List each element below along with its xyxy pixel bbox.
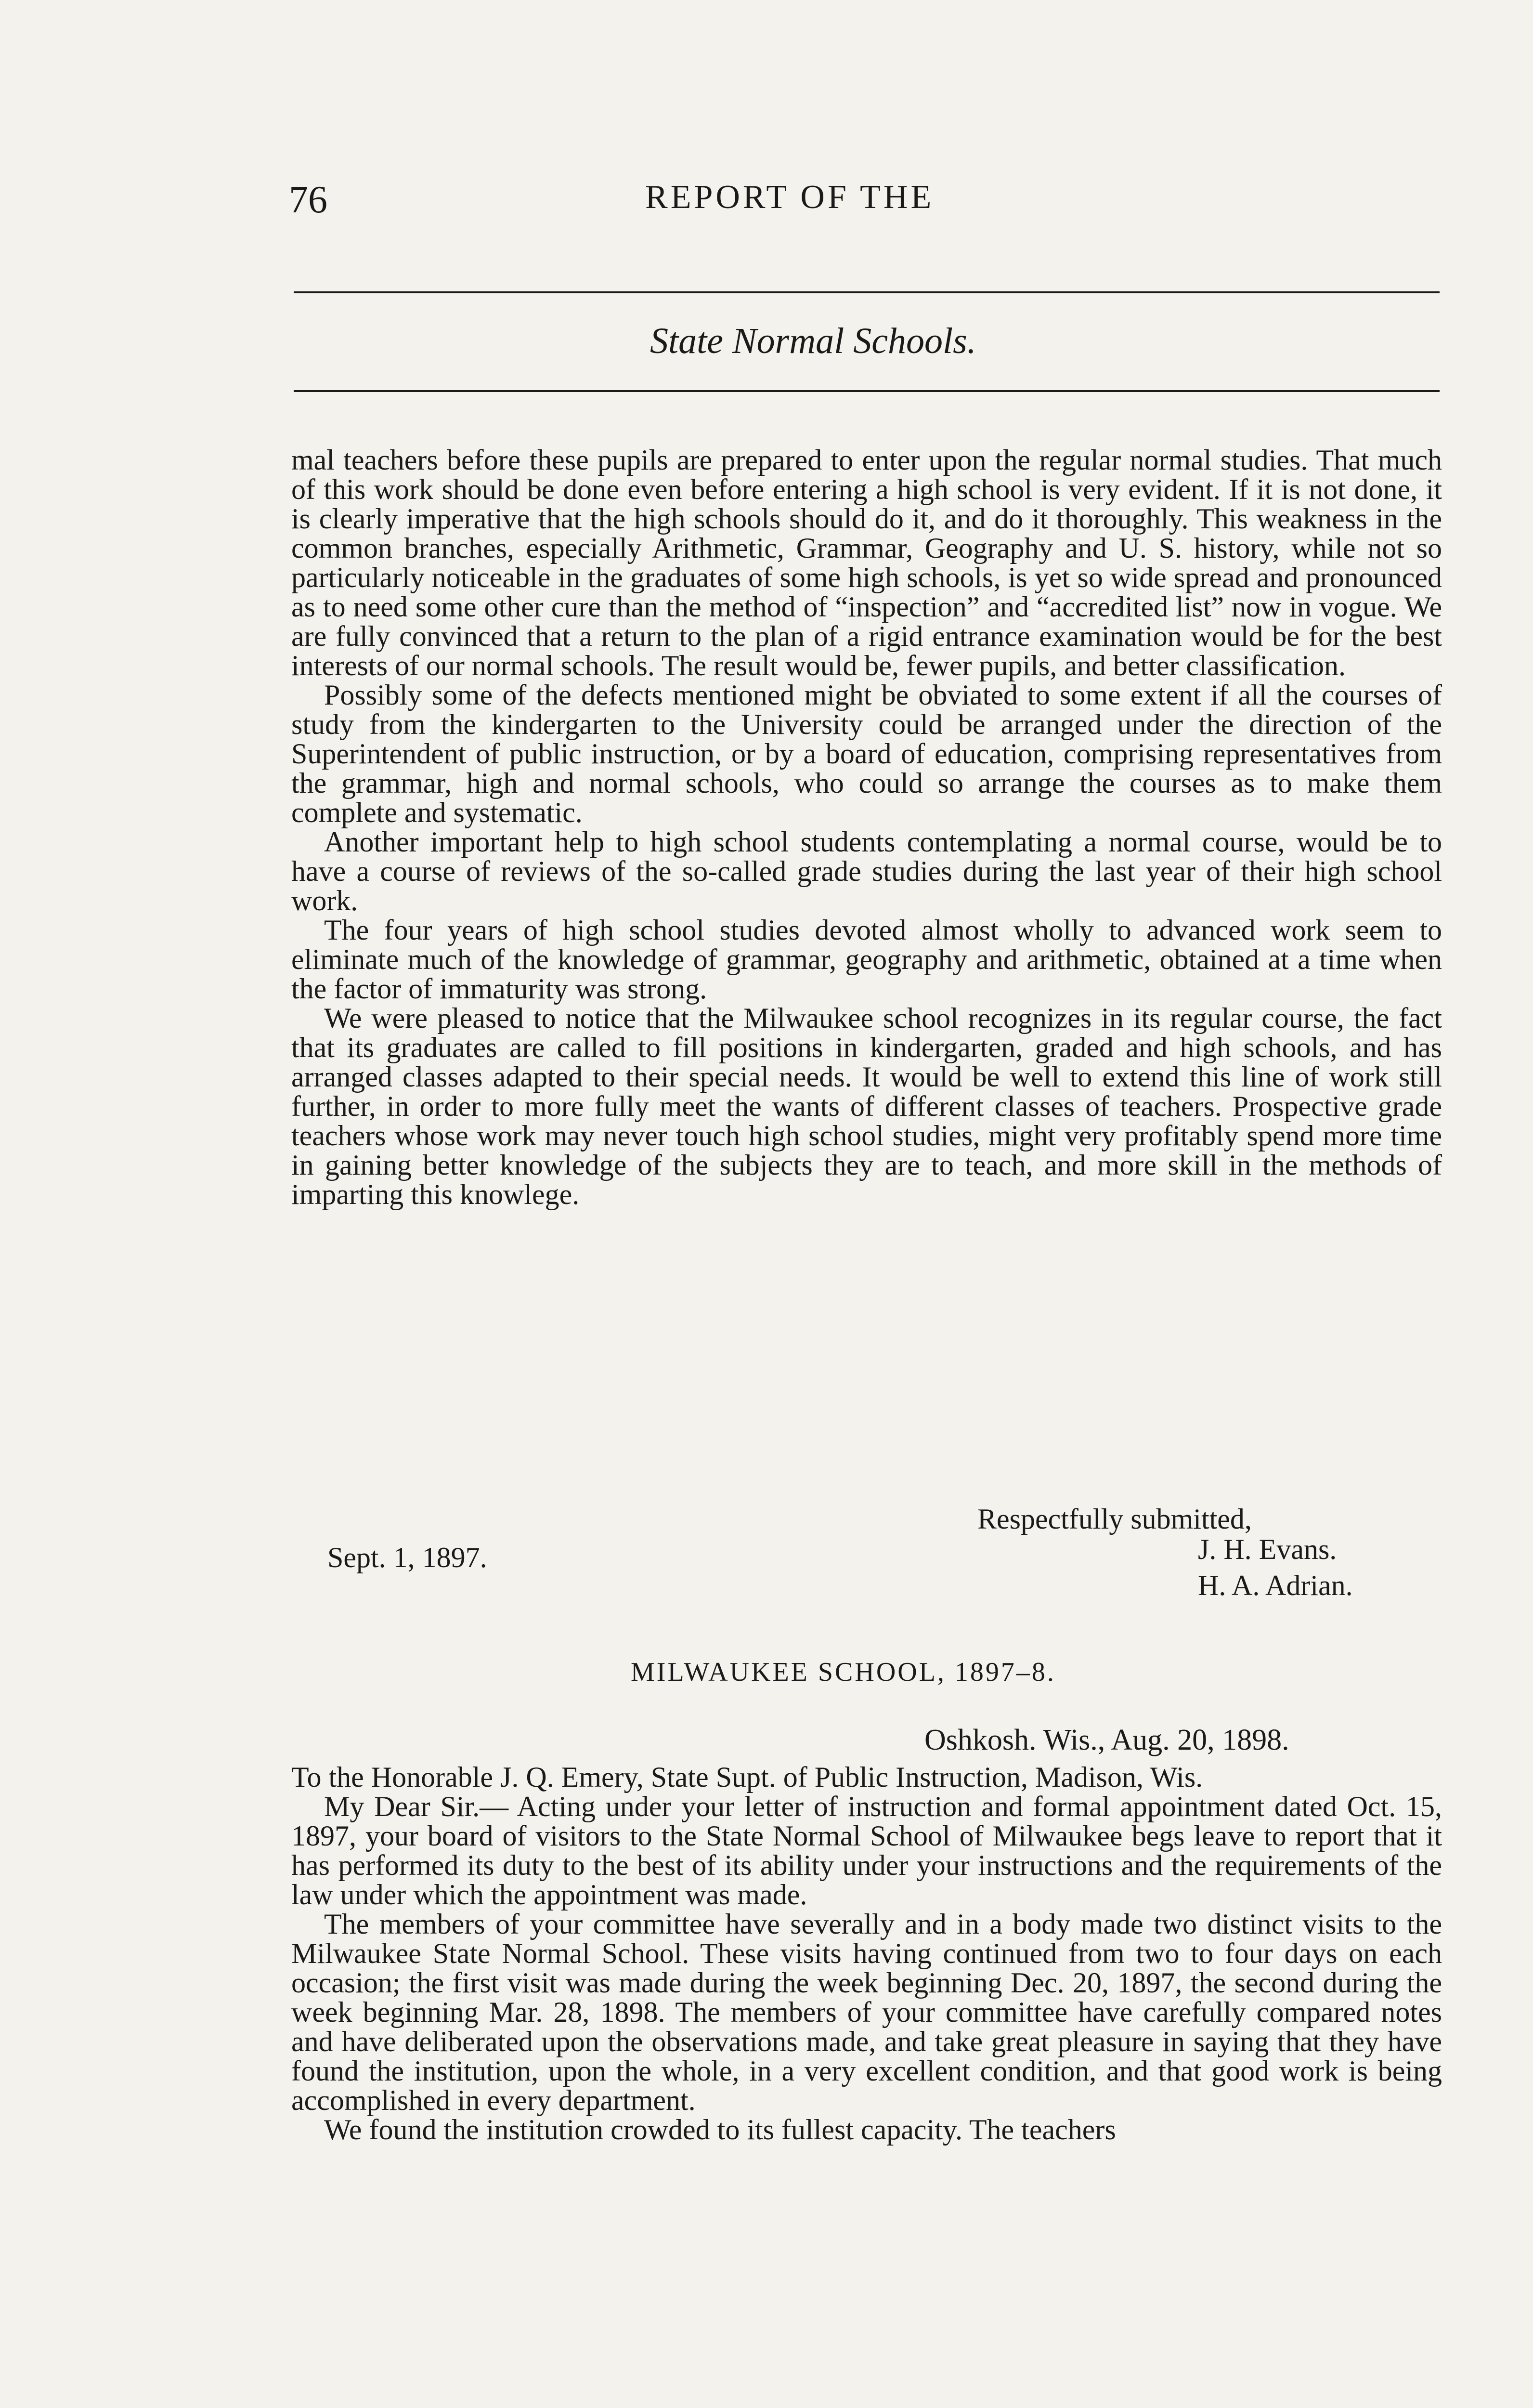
section-subheading: [631, 1657, 1056, 1688]
paragraph: We found the institution crowded to its fullest capacity. The teachers: [324, 2114, 1116, 2146]
letter-dateline: Oshkosh. Wis., Aug. 20, 1898.: [924, 1724, 1289, 1756]
paragraph: mal teachers before these pupils are prepared to enter upon the regular normal studies. That much of this work should be done even before entering a high school is very evident. If it is not done, it is clearly imperative that the high schools should do it, and do it thoroughly. This weakness in the common branches, especially Arithmetic, Grammar, Geography and U. S. history, while not so particularly noticeable in the graduates of some high schools, is yet so wide spread and pronounced as to need some other cure than the method of “inspection” and “accredited list” now in vogue. We are fully convinced that a return to the plan of a rigid entrance examination would be for the best interests of our normal schools. The result would be, fewer pupils, and better classification.: [291, 444, 1442, 681]
signer-name: H. A. Adrian.: [1198, 1570, 1353, 1601]
subheading-text: MILWAUKEE SCHOOL, 1897–8.: [631, 1657, 1056, 1687]
closing-line: Respectfully submitted,: [977, 1503, 1252, 1535]
signer-name: J. H. Evans.: [1198, 1533, 1337, 1565]
report-body-1898: [291, 1763, 1442, 2145]
report-date: Sept. 1, 1897.: [327, 1542, 487, 1573]
paragraph: Another important help to high school students contemplating a normal course, would be to have a course of reviews of the so-called grade studies during the last year of their high school work.: [291, 826, 1442, 916]
header-rule-bottom: [294, 390, 1440, 392]
page-number: 76: [289, 179, 327, 221]
letter-address: To the Honorable J. Q. Emery, State Supt. of Public Instruction, Madison, Wis.: [291, 1761, 1203, 1793]
paragraph: My Dear Sir.— Acting under your letter of instruction and formal appointment dated Oct. 15, 1897, your board of visitors to the State Normal School of Milwaukee begs leave to report that it has performed its duty to the best of its ability under your instructions and the requirements of the law under which the appointment was made.: [291, 1791, 1442, 1911]
report-body-1897: [291, 445, 1442, 1209]
running-head: REPORT OF THE: [645, 179, 935, 216]
paragraph: We were pleased to notice that the Milwaukee school recognizes in its regular course, the fact that its graduates are called to fill positions in kindergarten, graded and high schools, and has arranged classes adapted to their special needs. It would be well to extend this line of work still further, in order to more fully meet the wants of different classes of teachers. Prospective grade teachers whose work may never touch high school studies, might very profitably spend more time in gaining better knowledge of the subjects they are to teach, and more skill in the methods of imparting this knowlege.: [291, 1002, 1442, 1210]
paragraph: The four years of high school studies devoted almost wholly to advanced work seem to eliminate much of the knowledge of grammar, geography and arithmetic, obtained at a time when the factor of immaturity was strong.: [291, 914, 1442, 1005]
section-title: State Normal Schools.: [650, 321, 976, 361]
paragraph: Possibly some of the defects mentioned might be obviated to some extent if all the courses of study from the kindergarten to the University could be arranged under the direction of the Superintendent of public instruction, or by a board of education, comprising representatives from the grammar, high and normal schools, who could so arrange the courses as to make them complete and systematic.: [291, 679, 1442, 828]
paragraph: The members of your committee have severally and in a body made two distinct visits to the Milwaukee State Normal School. These visits having continued from two to four days on each occasion; the first visit was made during the week beginning Dec. 20, 1897, the second during the week beginning Mar. 28, 1898. The members of your committee have carefully compared notes and have deliberated upon the observations made, and take great pleasure in saying that they have found the institution, upon the whole, in a very excellent condition, and that good work is being accomplished in every department.: [291, 1908, 1442, 2116]
header-rule-top: [294, 291, 1440, 293]
